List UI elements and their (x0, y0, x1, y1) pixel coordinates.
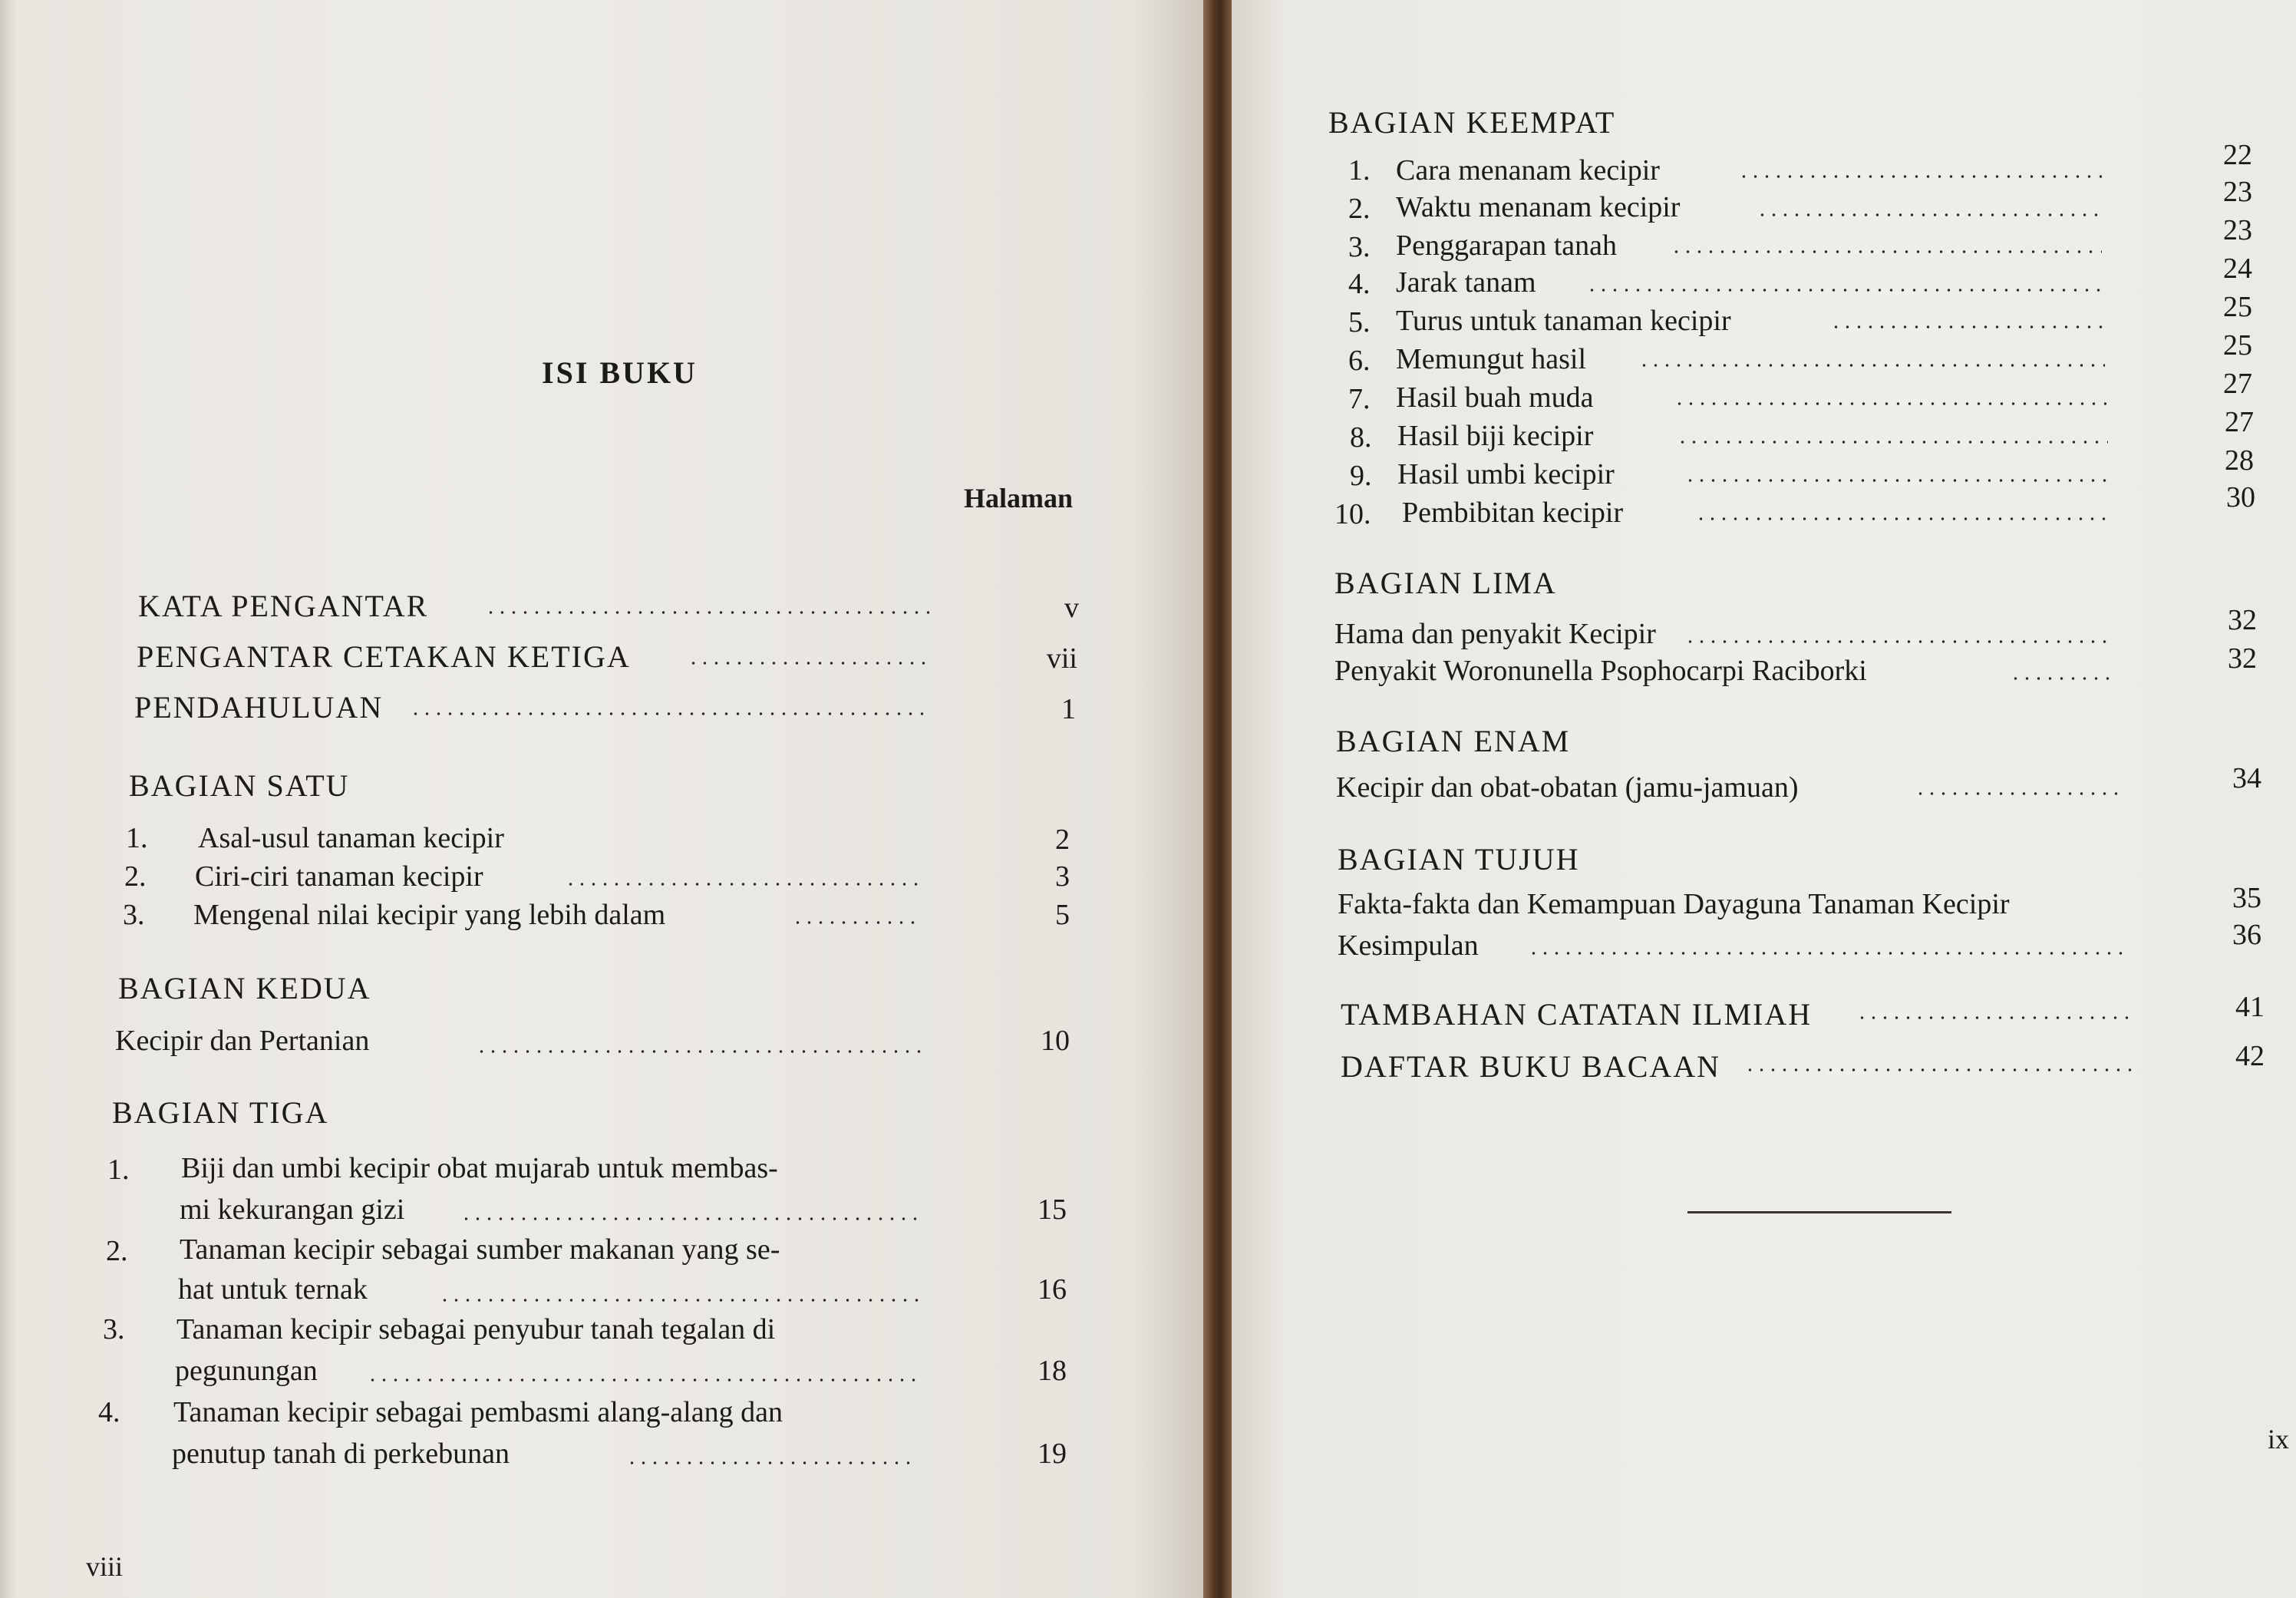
toc-entry-label: TAMBAHAN CATATAN ILMIAH (1341, 997, 1813, 1032)
leader-dots (367, 1378, 918, 1382)
item-label-line1: Biji dan umbi kecipir obat mujarab untuk membas- (181, 1152, 778, 1184)
leader-dots (1638, 364, 2105, 367)
item-label-line2: hat untuk ternak (178, 1273, 368, 1306)
item-label: Hasil biji kecipir (1397, 420, 1594, 452)
leader-dots (1738, 175, 2102, 178)
section-heading-bagian-tiga: BAGIAN TIGA (112, 1095, 329, 1130)
item-label-line1: Tanaman kecipir sebagai sumber makanan yang se- (180, 1233, 780, 1266)
item-page: 18 (1037, 1355, 1067, 1387)
item-page: 35 (2232, 882, 2261, 914)
item-number: 1. (126, 822, 148, 854)
item-number: 5. (1348, 306, 1371, 338)
item-number: 10. (1334, 498, 1371, 530)
leader-dots (1684, 479, 2110, 482)
item-page: 22 (2223, 139, 2252, 171)
item-page: 5 (1055, 899, 1070, 931)
section-heading-bagian-tujuh: BAGIAN TUJUH (1338, 842, 1580, 877)
item-page: 10 (1041, 1025, 1070, 1057)
item-page: 23 (2223, 176, 2252, 208)
item-label: Memungut hasil (1396, 343, 1587, 375)
item-label: Hasil umbi kecipir (1397, 458, 1615, 490)
item-label-line2: mi kekurangan gizi (180, 1194, 405, 1226)
item-label: Turus untuk tanaman kecipir (1396, 305, 1731, 337)
item-page: 15 (1037, 1194, 1067, 1226)
item-label-line1: Tanaman kecipir sebagai penyubur tanah tegalan di (176, 1313, 776, 1345)
leader-dots (792, 921, 921, 924)
closing-rule (1687, 1211, 1951, 1213)
toc-entry-page: vii (1046, 642, 1077, 675)
section-heading-bagian-lima: BAGIAN LIMA (1334, 566, 1557, 600)
toc-entry-label: PENGANTAR CETAKAN KETIGA (137, 639, 631, 674)
item-page: 27 (2225, 406, 2254, 438)
item-number: 9. (1350, 460, 1372, 492)
page-number-right: ix (2268, 1424, 2290, 1454)
item-page: 23 (2223, 214, 2252, 246)
section-heading-bagian-keempat: BAGIAN KEEMPAT (1328, 105, 1616, 140)
book-spine-gutter (1203, 0, 1232, 1598)
toc-entry-page: 1 (1061, 693, 1076, 725)
item-page: 32 (2228, 642, 2257, 675)
leader-dots (688, 662, 930, 665)
item-page: 25 (2223, 291, 2252, 323)
item-page: 16 (1037, 1273, 1067, 1306)
column-header-halaman: Halaman (964, 483, 1074, 513)
item-label: Hama dan penyakit Kecipir (1334, 618, 1656, 650)
item-label: Jarak tanam (1396, 266, 1536, 299)
leader-dots (1830, 325, 2103, 329)
leader-dots (565, 883, 922, 886)
item-label: Fakta-fakta dan Kemampuan Dayaguna Tanaman Kecipir (1338, 888, 2010, 920)
leader-dots (1677, 441, 2108, 444)
item-page: 25 (2223, 329, 2252, 362)
leader-dots (1528, 952, 2129, 955)
section-heading-bagian-kedua: BAGIAN KEDUA (118, 971, 371, 1005)
item-number: 2. (124, 860, 147, 893)
item-label: Kecipir dan Pertanian (115, 1025, 370, 1057)
leader-dots (1674, 402, 2106, 405)
leader-dots (485, 611, 932, 614)
item-label: Penyakit Woronunella Psophocarpi Raciborki (1334, 655, 1867, 687)
item-label-line2: pegunungan (175, 1355, 318, 1387)
item-label: Cara menanam kecipir (1396, 154, 1660, 187)
item-page: 2 (1055, 824, 1070, 856)
item-number: 8. (1350, 421, 1372, 454)
right-page (1232, 0, 2296, 1598)
item-label: Penggarapan tanah (1396, 229, 1618, 262)
leader-dots (2010, 677, 2117, 680)
item-number: 4. (98, 1396, 120, 1428)
item-number: 7. (1348, 383, 1371, 415)
item-label-line2: penutup tanah di perkebunan (172, 1438, 510, 1470)
item-label: Ciri-ciri tanaman kecipir (195, 860, 483, 893)
leader-dots (1744, 1068, 2136, 1071)
item-number: 4. (1348, 268, 1371, 300)
item-page: 36 (2232, 919, 2261, 951)
leader-dots (1684, 640, 2114, 643)
leader-dots (460, 1217, 919, 1220)
item-label-line1: Tanaman kecipir sebagai pembasmi alang-alang dan (173, 1396, 783, 1428)
item-label: Mengenal nilai kecipir yang lebih dalam (193, 899, 666, 931)
page-edge (0, 0, 17, 1598)
item-page: 28 (2225, 444, 2254, 477)
section-heading-bagian-satu: BAGIAN SATU (129, 768, 350, 803)
page-title: ISI BUKU (542, 355, 698, 390)
leader-dots (439, 1299, 919, 1302)
section-heading-bagian-enam: BAGIAN ENAM (1336, 724, 1571, 758)
item-label: Pembibitan kecipir (1402, 497, 1624, 529)
item-number: 2. (1348, 193, 1371, 225)
toc-entry-page: 41 (2235, 991, 2265, 1023)
toc-entry-label: DAFTAR BUKU BACAAN (1341, 1049, 1721, 1084)
leader-dots (1671, 250, 2102, 253)
leader-dots (1757, 213, 2102, 216)
item-label: Waktu menanam kecipir (1396, 191, 1681, 223)
item-label: Kesimpulan (1338, 929, 1479, 962)
leader-dots (410, 712, 929, 715)
leader-dots (1915, 792, 2122, 795)
toc-entry-label: KATA PENGANTAR (138, 589, 429, 623)
leader-dots (1586, 289, 2102, 292)
leader-dots (476, 1050, 921, 1053)
item-page: 34 (2232, 762, 2261, 794)
item-page: 27 (2223, 368, 2252, 400)
toc-entry-label: PENDAHULUAN (134, 690, 384, 725)
item-page: 3 (1055, 860, 1070, 893)
item-page: 30 (2226, 481, 2255, 513)
item-label: Kecipir dan obat-obatan (jamu-jamuan) (1336, 771, 1799, 804)
leader-dots (1695, 517, 2111, 520)
item-label: Asal-usul tanaman kecipir (198, 822, 504, 854)
item-label: Hasil buah muda (1396, 381, 1594, 414)
item-number: 6. (1348, 345, 1371, 377)
item-number: 1. (1348, 154, 1371, 187)
item-number: 3. (1348, 231, 1371, 263)
item-page: 32 (2228, 604, 2257, 636)
leader-dots (1856, 1016, 2133, 1019)
item-page: 24 (2223, 253, 2252, 285)
item-page: 19 (1037, 1438, 1067, 1470)
leader-dots (626, 1461, 918, 1464)
item-number: 1. (107, 1154, 130, 1186)
item-number: 3. (123, 899, 145, 931)
item-number: 2. (106, 1235, 128, 1267)
toc-entry-page: 42 (2235, 1040, 2265, 1072)
page-number-left: viii (86, 1551, 124, 1582)
toc-entry-page: v (1064, 592, 1079, 624)
item-number: 3. (103, 1313, 125, 1345)
